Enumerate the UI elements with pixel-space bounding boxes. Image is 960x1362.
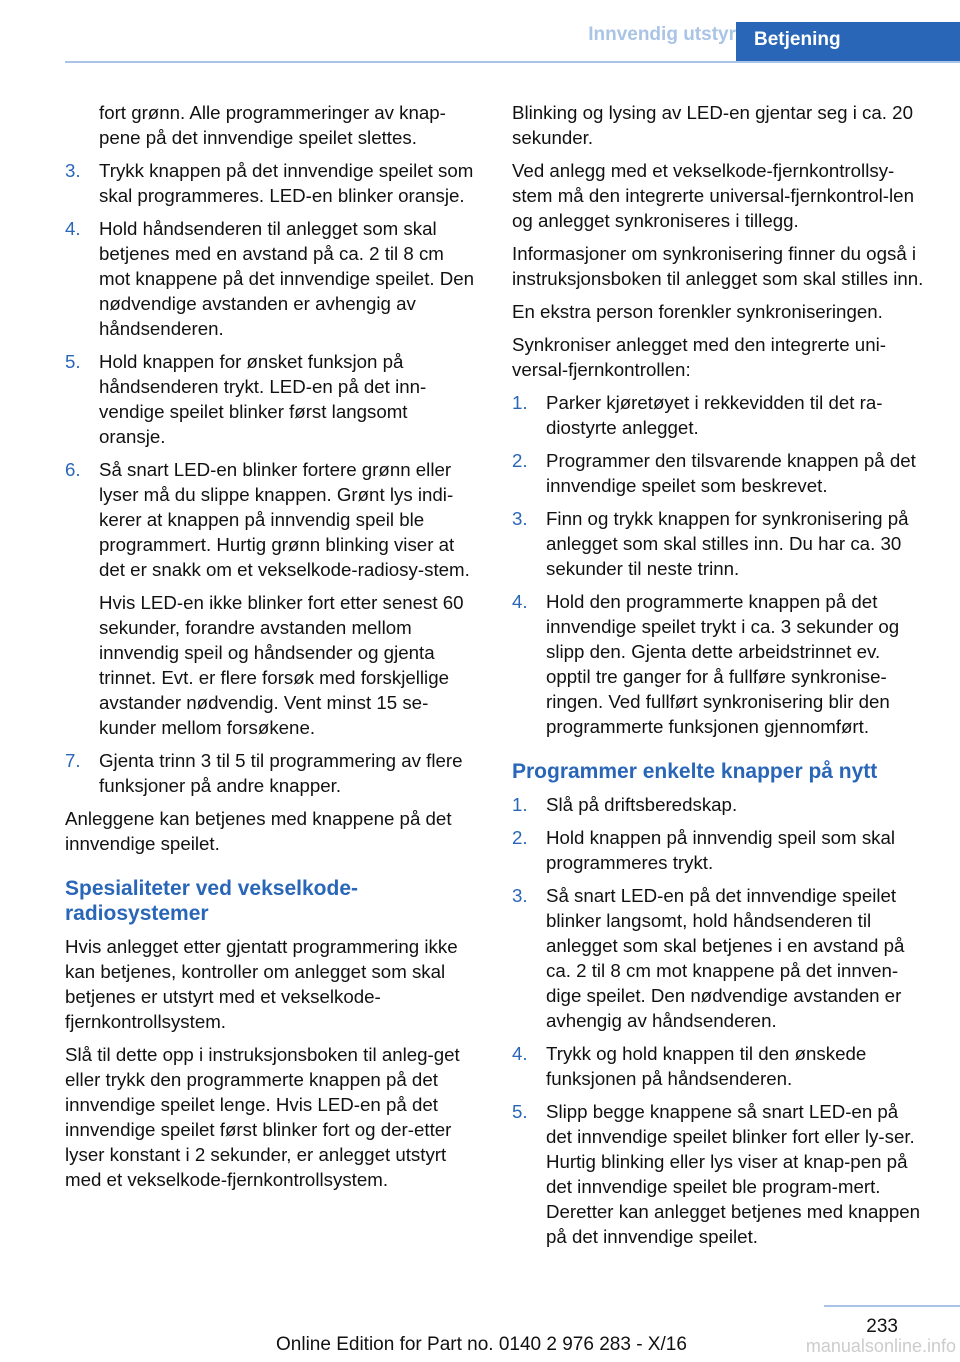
list-text: Hold knappen på innvendig speil som skal programmeres trykt. bbox=[546, 827, 896, 873]
list-item bbox=[65, 748, 479, 798]
left-column bbox=[65, 100, 479, 1200]
list-text: Slå på driftsberedskap. bbox=[546, 794, 738, 815]
paragraph: Anleggene kan betjenes med knappene på det innvendige speilet. bbox=[65, 808, 452, 854]
list-text: Hold knappen for ønsket funksjon på håndsenderen trykt. LED-en på det inn-vendige speilet blinker først langsomt oransje. bbox=[99, 351, 427, 447]
list-number: 1. bbox=[512, 392, 528, 413]
list-number: 5. bbox=[65, 351, 81, 372]
list-text: Hold den programmerte knappen på det innvendige speilet trykt i ca. 3 sekunder og slipp den. Gjenta dette arbeidstrinnet ev. opptil tre ganger for å fullføre synkronise-ringen. Ved fullført synkronisering blir den programmerte funksjonen gjennomført. bbox=[546, 591, 900, 737]
list-number: 3. bbox=[512, 508, 528, 529]
list-number: 4. bbox=[512, 591, 528, 612]
list-text: Programmer den tilsvarende knappen på det innvendige speilet som beskrevet. bbox=[546, 450, 916, 496]
page-header bbox=[0, 0, 960, 62]
list-text: Gjenta trinn 3 til 5 til programmering av flere funksjoner på andre knapper. bbox=[99, 750, 463, 796]
section-tab[interactable]: Innvendig utstyr bbox=[588, 24, 736, 45]
list-item bbox=[512, 1041, 926, 1091]
list-item bbox=[512, 448, 926, 498]
list-item bbox=[65, 158, 479, 208]
footer-divider bbox=[824, 1305, 960, 1307]
step-note: Hvis LED-en ikke blinker fort etter senest 60 sekunder, forandre avstanden mellom innvendig speil og håndsender og gjenta trinnet. Evt. er flere forsøk med forskjellige avstander nødvendig. Vent minst 15 se-kunder mellom forsøkene. bbox=[99, 592, 464, 738]
paragraph: Hvis anlegget etter gjentatt programmering ikke kan betjenes, kontroller om anlegget som skal betjenes er utstyrt med et vekselkode-fjernkontrollsystem. bbox=[65, 936, 458, 1032]
list-item bbox=[512, 825, 926, 875]
list-text: Trykk og hold knappen til den ønskede funksjonen på håndsenderen. bbox=[546, 1043, 867, 1089]
list-number: 2. bbox=[512, 827, 528, 848]
right-column bbox=[512, 100, 926, 1257]
list-number: 4. bbox=[512, 1043, 528, 1064]
list-text: Hold håndsenderen til anlegget som skal betjenes med en avstand på ca. 2 til 8 cm mot knappene på det innvendige speilet. Den nødvendige avstanden er avhengig av håndsenderen. bbox=[99, 218, 475, 339]
list-text: Finn og trykk knappen for synkronisering på anlegget som skal stilles inn. Du har ca. 30 sekunder til neste trinn. bbox=[546, 508, 909, 579]
watermark: manualsonline.info bbox=[805, 1336, 956, 1356]
list-item bbox=[65, 349, 479, 449]
chapter-tab[interactable]: Betjening bbox=[736, 22, 960, 62]
list-number: 7. bbox=[65, 750, 81, 771]
edition-note: Online Edition for Part no. 0140 2 976 283 - X/16 bbox=[276, 1334, 687, 1355]
paragraph: Blinking og lysing av LED-en gjentar seg i ca. 20 sekunder. bbox=[512, 102, 913, 148]
paragraph: Synkroniser anlegget med den integrerte uni-versal-fjernkontrollen: bbox=[512, 334, 886, 380]
list-item bbox=[65, 216, 479, 341]
list-item bbox=[65, 457, 479, 582]
list-item bbox=[512, 792, 926, 817]
header-divider bbox=[65, 61, 960, 63]
list-continuation: fort grønn. Alle programmeringer av knap-pene på det innvendige speilet slettes. bbox=[99, 102, 446, 148]
list-text: Parker kjøretøyet i rekkevidden til det ra-diostyrte anlegget. bbox=[546, 392, 883, 438]
list-item bbox=[512, 1099, 926, 1249]
list-item bbox=[512, 506, 926, 581]
paragraph: Ved anlegg med et vekselkode-fjernkontrollsy-stem må den integrerte universal-fjernkontrol-len og anlegget synkroniseres i tillegg. bbox=[512, 160, 914, 231]
paragraph: Slå til dette opp i instruksjonsboken til anleg-get eller trykk den programmerte knappen på det innvendige speilet lenge. Hvis LED-en på det innvendige speilet først blinker fort og der-etter lyser konstant i 2 sekunder, er anlegget utstyrt med et vekselkode-fjernkontrollsystem. bbox=[65, 1044, 460, 1190]
list-number: 2. bbox=[512, 450, 528, 471]
list-number: 4. bbox=[65, 218, 81, 239]
list-number: 6. bbox=[65, 459, 81, 480]
list-number: 1. bbox=[512, 794, 528, 815]
list-text: Så snart LED-en på det innvendige speilet blinker langsomt, hold håndsenderen til anlegget som skal betjenes i en avstand på ca. 2 til 8 cm mot knappene på det innven-dige speilet. Den nødvendige avstanden er avhengig av håndsenderen. bbox=[546, 885, 905, 1031]
list-text: Trykk knappen på det innvendige speilet som skal programmeres. LED-en blinker oransje. bbox=[99, 160, 474, 206]
list-item bbox=[512, 589, 926, 739]
list-item bbox=[512, 390, 926, 440]
section-heading: Programmer enkelte knapper på nytt bbox=[512, 760, 878, 783]
list-text: Så snart LED-en blinker fortere grønn eller lyser må du slippe knappen. Grønt lys indi-kerer at knappen på innvendig speil ble programmert. Hurtig grønn blinking viser at det er snakk om et vekselkode-radiosy-stem. bbox=[99, 459, 470, 580]
list-text: Slipp begge knappene så snart LED-en på det innvendige speilet blinker fort eller ly-ser. Hurtig blinking eller lys viser at knap-pen på det innvendige speilet ble program-mert. Deretter kan anlegget betjenes med knappen på det innvendige speilet. bbox=[546, 1101, 921, 1247]
list-item bbox=[512, 883, 926, 1033]
page-number: 233 bbox=[866, 1316, 898, 1337]
list-number: 3. bbox=[65, 160, 81, 181]
list-number: 3. bbox=[512, 885, 528, 906]
paragraph: Informasjoner om synkronisering finner du også i instruksjonsboken til anlegget som skal stilles inn. bbox=[512, 243, 924, 289]
list-number: 5. bbox=[512, 1101, 528, 1122]
paragraph: En ekstra person forenkler synkroniseringen. bbox=[512, 301, 883, 322]
section-heading: Spesialiteter ved vekselkode-radiosystemer bbox=[65, 877, 358, 925]
